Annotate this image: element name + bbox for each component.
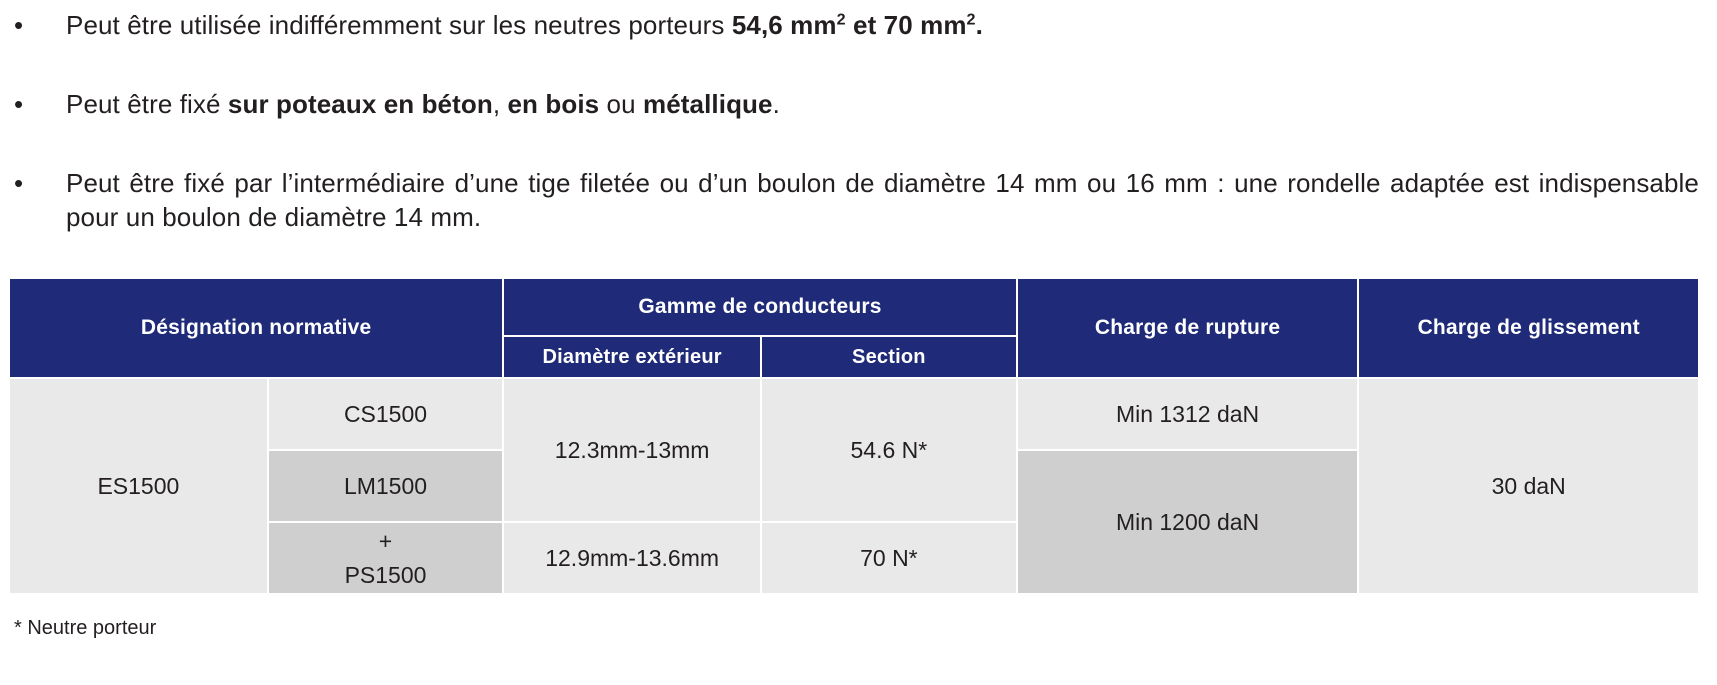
table-footnote: * Neutre porteur [14,617,157,640]
bullet-text-2: Peut être fixé sur poteaux en béton, en bois ou métallique. [66,89,780,120]
bullet-list [8,0,1703,234]
header-charge-glissement: Charge de glissement [1358,278,1699,378]
table-row [9,378,1699,450]
cell-designation-value: ES1500 [9,378,268,594]
bullet-text-1: Peut être utilisée indifféremment sur les neutres porteurs 54,6 $mm^2$ et 70 $mm^2$. [66,10,983,40]
cell-type-cs1500: CS1500 [268,378,504,450]
header-diametre-exterieur: Diamètre extérieur [503,336,761,378]
cell-type-ps1500 [268,522,504,594]
list-item [8,0,1703,42]
cell-diametre-2: 12.9mm-13.6mm [503,522,761,594]
spec-table-wrapper [8,277,1700,595]
bullet-text-3: Peut être fixé par l’intermédiaire d’une tige filetée ou d’un boulon de diamètre 14 mm ou 16 mm : une rondelle adaptée est indispensable pour un boulon de diamètre 14 mm. [66,167,1699,232]
header-section: Section [761,336,1017,378]
cell-diametre-1: 12.3mm-13mm [503,378,761,522]
cell-type-plus: + [378,527,393,554]
table-body [9,378,1699,594]
list-item [8,122,1703,235]
table-header [9,278,1699,378]
header-gamme: Gamme de conducteurs [503,278,1016,336]
spec-table [8,277,1700,595]
cell-section-2: 70 N* [761,522,1017,594]
list-item [8,42,1703,121]
cell-glissement: 30 daN [1358,378,1699,594]
bullet-marker-icon: • [14,89,24,120]
table-header-row-1 [9,278,1699,336]
cell-rupture-1: Min 1312 daN [1017,378,1359,450]
header-charge-rupture: Charge de rupture [1017,278,1359,378]
bullet-marker-icon: • [14,167,24,198]
cell-type-lm1500: LM1500 [268,450,504,522]
bullet-marker-icon: • [14,10,24,40]
cell-section-1: 54.6 N* [761,378,1017,522]
cell-type-ps1500-label: PS1500 [344,562,427,589]
header-designation: Désignation normative [9,278,503,378]
cell-rupture-2: Min 1200 daN [1017,450,1359,594]
